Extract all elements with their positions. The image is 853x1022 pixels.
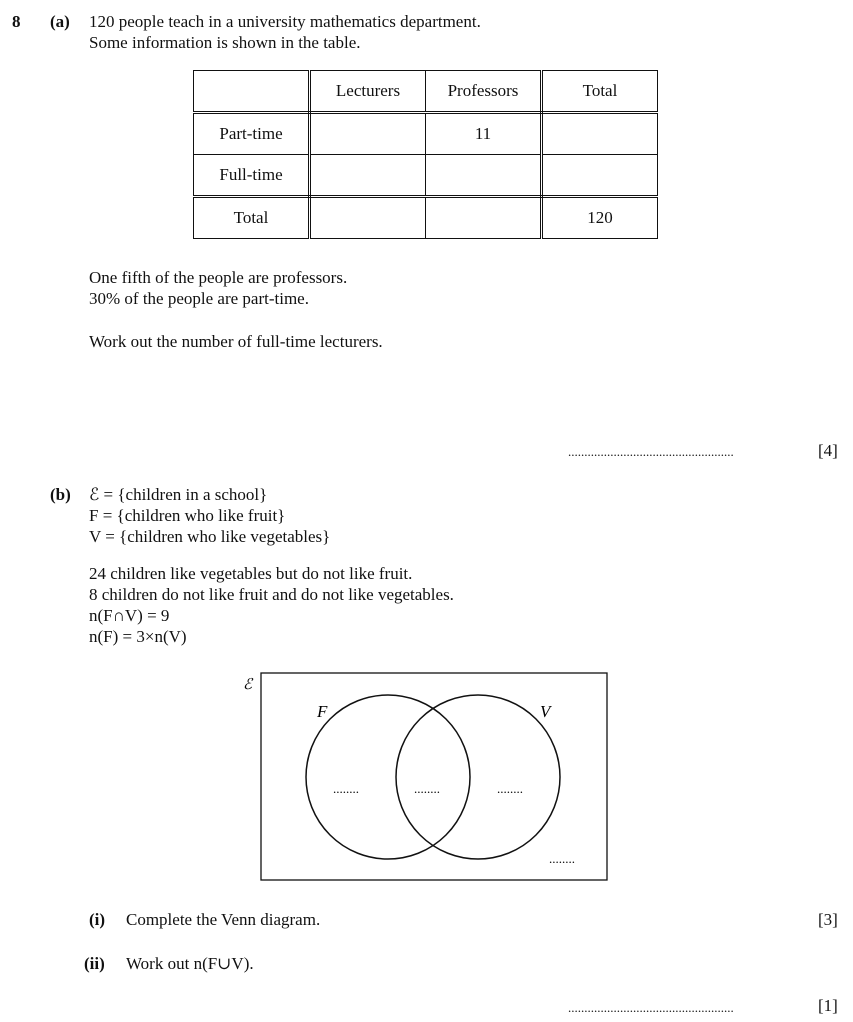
blank-f-only[interactable]: ........ (333, 781, 359, 796)
marks-b-i: [3] (818, 910, 838, 929)
table-row-label: Total (194, 197, 310, 239)
circle-f (306, 695, 470, 859)
table-cell: 11 (426, 113, 542, 155)
task-a: Work out the number of full-time lecturers. (89, 332, 383, 351)
sub-i-label: (i) (89, 910, 106, 929)
venn-label-f: F (317, 702, 328, 721)
table-row-label: Full-time (194, 155, 310, 197)
part-a-line2: Some information is shown in the table. (89, 33, 361, 52)
table-header-cell: Total (542, 71, 658, 113)
circle-v (396, 695, 560, 859)
set-v-def: V = {children who like vegetables} (89, 527, 331, 546)
universal-set-def: ℰ = {children in a school} (89, 485, 268, 504)
info-professors: One fifth of the people are professors. (89, 268, 348, 287)
marks-a: [4] (818, 441, 838, 460)
venn-universal-symbol: ℰ (243, 677, 253, 693)
table-header-cell: Professors (426, 71, 542, 113)
venn-label-v: V (540, 702, 551, 721)
answer-line-a[interactable]: ................................................... (568, 444, 734, 459)
universal-rectangle (261, 673, 607, 880)
part-a-label: (a) (50, 12, 70, 31)
table-row-label: Part-time (194, 113, 310, 155)
sub-ii-text: Work out n(F∪V). (126, 954, 254, 973)
fact-ratio: n(F) = 3×n(V) (89, 627, 187, 646)
blank-intersection[interactable]: ........ (414, 781, 440, 796)
set-f-def: F = {children who like fruit} (89, 506, 286, 525)
blank-outside[interactable]: ........ (549, 851, 575, 866)
part-b-label: (b) (50, 485, 71, 504)
info-part-time: 30% of the people are part-time. (89, 289, 309, 308)
blank-v-only[interactable]: ........ (497, 781, 523, 796)
marks-b-ii: [1] (818, 996, 838, 1015)
fact-veg-only: 24 children like vegetables but do not like fruit. (89, 564, 413, 583)
answer-line-b[interactable]: ................................................... (568, 1000, 734, 1015)
sub-i-text: Complete the Venn diagram. (126, 910, 321, 929)
table-header-cell: Lecturers (310, 71, 426, 113)
part-a-line1: 120 people teach in a university mathematics department. (89, 12, 481, 31)
fact-intersection: n(F∩V) = 9 (89, 606, 170, 625)
fact-neither: 8 children do not like fruit and do not like vegetables. (89, 585, 454, 604)
sub-ii-label: (ii) (84, 954, 105, 973)
table-cell: 120 (542, 197, 658, 239)
question-number: 8 (12, 12, 21, 31)
